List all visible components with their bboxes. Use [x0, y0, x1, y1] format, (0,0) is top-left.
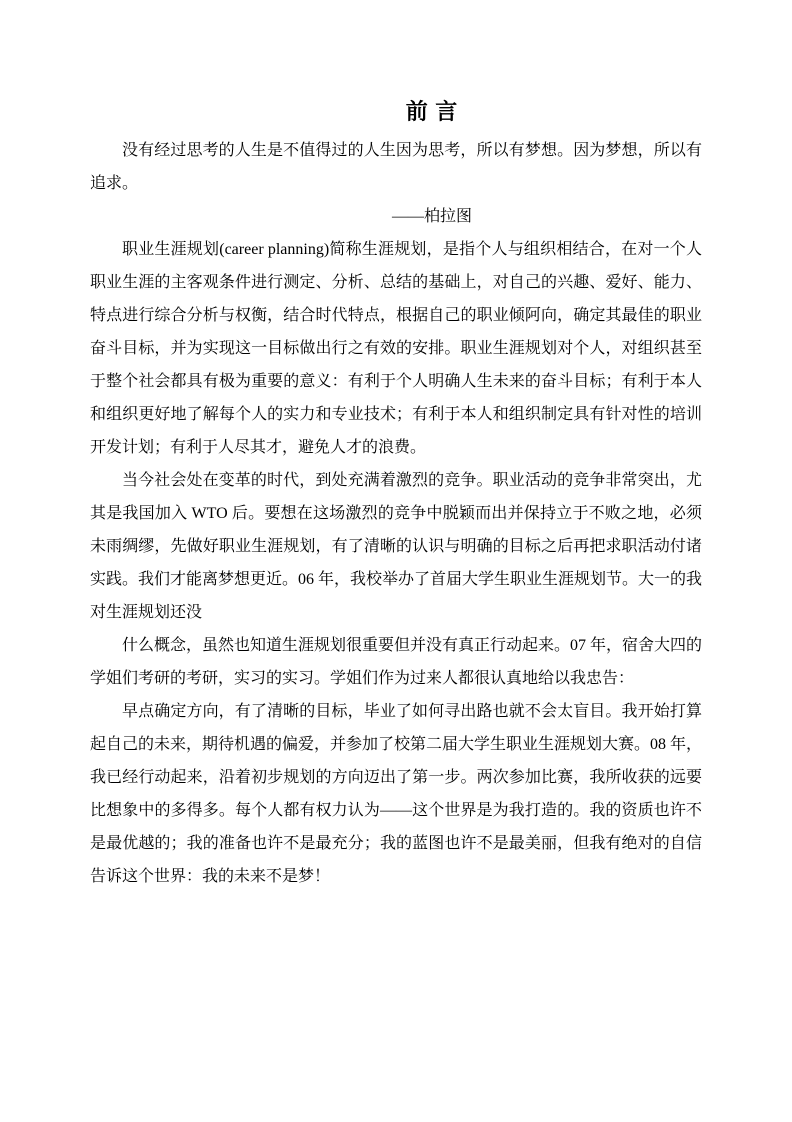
body-paragraph-career-planning-definition: 职业生涯规划(career planning)简称生涯规划，是指个人与组织相结合，在对一个人职业生涯的主客观条件进行测定、分析、总结的基础上，对自己的兴趣、爱好、能力、特点进行综合分析与权衡，结合时代特点，根据自己的职业倾阿向，确定其最佳的职业奋斗目标，并为实现这一目标做出行之有效的安排。职业生涯规划对个人，对组织甚至于整个社会都具有极为重要的意义：有利于个人明确人生未来的奋斗目标；有利于本人和组织更好地了解每个人的实力和专业技术；有利于本人和组织制定具有针对性的培训开发计划；有利于人尽其才，避免人才的浪费。	[90, 241, 702, 456]
page-title: 前 言	[405, 99, 459, 124]
body-paragraph-senior-advice: 什么概念，虽然也知道生涯规划很重要但并没有真正行动起来。07 年，宿舍大四的学姐们考研的考研，实习的实习。学姐们作为过来人都很认真地给以我忠告：	[90, 637, 703, 687]
body-paragraph-my-action: 早点确定方向，有了清晰的目标，毕业了如何寻出路也就不会太盲目。我开始打算起自己的未来，期待机遇的偏爱，并参加了校第二届大学生职业生涯规划大赛。08 年，我已经行动起来，沿着初步规划的方向迈出了第一步。两次参加比赛，我所收获的远要比想象中的多得多。每个人都有权力认为——这个世界是为我打造的。我的资质也许不是最优越的；我的准备也许不是最充分；我的蓝图也许不是最美丽，但我有绝对的自信告诉这个世界：我的未来不是梦！	[90, 703, 703, 885]
quote-attribution: ——柏拉图	[391, 208, 472, 225]
body-paragraph-competition-era: 当今社会处在变革的时代，到处充满着激烈的竞争。职业活动的竞争非常突出，尤其是我国加入 WTO 后。要想在这场激烈的竞争中脱颖而出并保持立于不败之地，必须未雨绸缪，先做好职业生涯规划，有了清晰的认识与明确的目标之后再把求职活动付诸实践。我们才能离梦想更近。06 年，我校举办了首届大学生职业生涯规划节。大一的我对生涯规划还没	[90, 472, 703, 621]
quote-paragraph: 没有经过思考的人生是不值得过的人生因为思考，所以有梦想。因为梦想，所以有追求。	[90, 142, 702, 192]
